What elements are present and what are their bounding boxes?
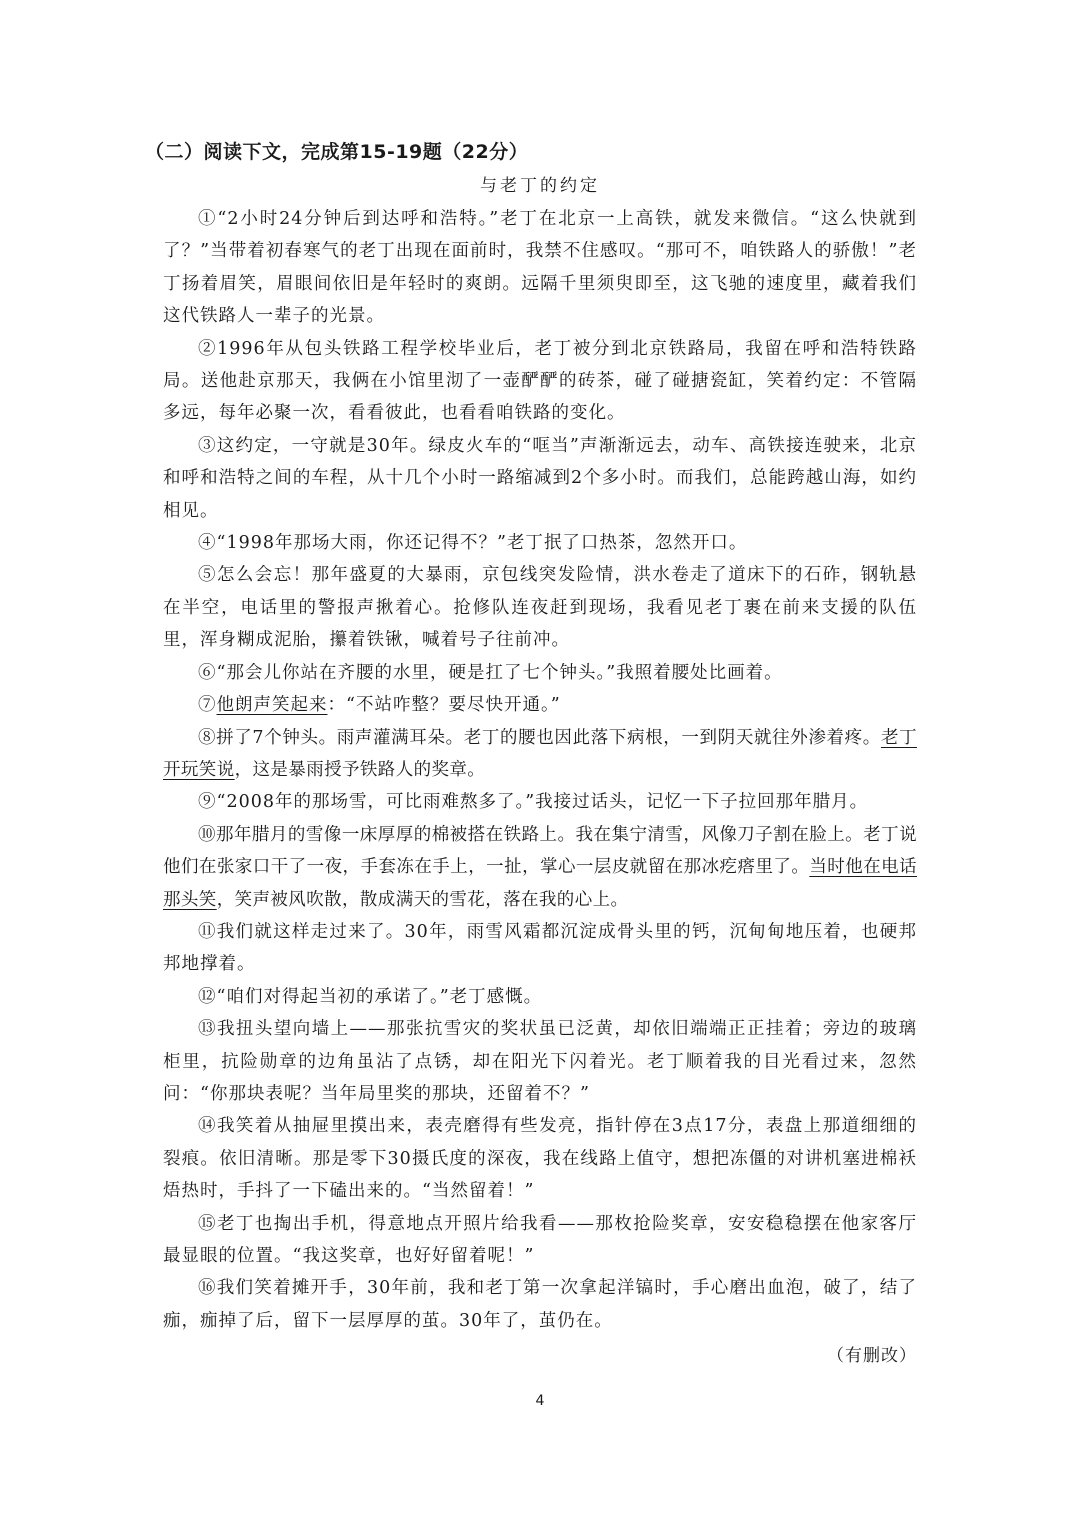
underlined-phrase: 当时他在电话那头笑 (163, 857, 917, 910)
paragraph-8 (163, 722, 917, 787)
paragraph-10-lead: ⑩那年腊月的雪像一床厚厚的棉被搭在铁路上。我在集宁清雪，风像刀子割在脸上。老丁说他们在张家口干了一夜，手套冻在手上，一扯，掌心一层皮就留在那冰疙瘩里了。 (163, 824, 917, 878)
paragraph-1: ①“2小时24分钟后到达呼和浩特。”老丁在北京一上高铁，就发来微信。“这么快就到了？”当带着初春寒气的老丁出现在面前时，我禁不住感叹。“那可不，咱铁路人的骄傲！”老丁扬着眉笑，眉眼间依旧是年轻时的爽朗。远隔千里须臾即至，这飞驰的速度里，藏着我们这代铁路人一辈子的光景。 (163, 209, 917, 327)
article-body (163, 203, 917, 1337)
paragraph-15: ⑮老丁也掏出手机，得意地点开照片给我看——那枚抢险奖章，安安稳稳摆在他家客厅最显眼的位置。“我这奖章，也好好留着呢！” (163, 1213, 917, 1266)
paragraph-5: ⑤怎么会忘！那年盛夏的大暴雨，京包线突发险情，洪水卷走了道床下的石砟，钢轨悬在半空，电话里的警报声揪着心。抢修队连夜赶到现场，我看见老丁裹在前来支援的队伍里，浑身糊成泥胎，攥着铁锹，喊着号子往前冲。 (163, 565, 917, 651)
paragraph-14: ⑭我笑着从抽屉里摸出来，表壳磨得有些发亮，指针停在3点17分，表盘上那道细细的裂痕。依旧清晰。那是零下30摄氏度的深夜，我在线路上值守，想把冻僵的对讲机塞进棉袄焐热时，手抖了一下磕出来的。“当然留着！” (163, 1116, 917, 1202)
section-heading: （二）阅读下文，完成第15-19题（22分） (145, 141, 529, 163)
paragraph-16: ⑯我们笑着摊开手，30年前，我和老丁第一次拿起洋镐时，手心磨出血泡，破了，结了痂，痂掉了后，留下一层厚厚的茧。30年了，茧仍在。 (163, 1278, 917, 1331)
paragraph-8-lead: ⑧拼了7个钟头。雨声灌满耳朵。老丁的腰也因此落下病根，一到阴天就往外渗着疼。 (198, 727, 881, 748)
paragraph-3: ③这约定，一守就是30年。绿皮火车的“哐当”声渐渐远去，动车、高铁接连驶来，北京和呼和浩特之间的车程，从十几个小时一路缩减到2个多小时。而我们，总能跨越山海，如约相见。 (163, 435, 917, 521)
paragraph-9: ⑨“2008年的那场雪，可比雨难熬多了。”我接过话头，记忆一下子拉回那年腊月。 (198, 792, 869, 813)
page-number: 4 (535, 1393, 545, 1409)
paragraph-7-rest: ：“不站咋整？要尽快开通。” (327, 695, 561, 716)
paragraph-7 (163, 689, 917, 721)
paragraph-10 (163, 819, 917, 916)
paragraph-8-rest: ，这是暴雨授予铁路人的奖章。 (234, 759, 486, 780)
paragraph-2: ②1996年从包头铁路工程学校毕业后，老丁被分到北京铁路局，我留在呼和浩特铁路局。送他赴京那天，我俩在小馆里沏了一壶酽酽的砖茶，碰了碰搪瓷缸，笑着约定：不管隔多远，每年必聚一次，看看彼此，也看看咱铁路的变化。 (163, 338, 917, 424)
paragraph-6: ⑥“那会儿你站在齐腰的水里，硬是扛了七个钟头。”我照着腰处比画着。 (198, 662, 783, 683)
underlined-phrase: 他朗声笑起来 (216, 695, 328, 716)
paragraph-4: ④“1998年那场大雨，你还记得不？”老丁抿了口热茶，忽然开口。 (198, 533, 748, 554)
paragraph-12: ⑫“咱们对得起当初的承诺了。”老丁感慨。 (198, 986, 543, 1007)
paragraph-10-rest: ，笑声被风吹散，散成满天的雪花，落在我的心上。 (216, 889, 629, 910)
source-note: （有删改） (827, 1346, 917, 1366)
paragraph-7-lead: ⑦ (198, 695, 217, 716)
paragraph-13: ⑬我扭头望向墙上——那张抗雪灾的奖状虽已泛黄，却依旧端端正正挂着；旁边的玻璃柜里，抗险勋章的边角虽沾了点锈，却在阳光下闪着光。老丁顺着我的目光看过来，忽然问：“你那块表呢？当年局里奖的那块，还留着不？” (163, 1019, 917, 1104)
underlined-phrase: 老丁开玩笑说 (163, 727, 917, 780)
article-title: 与老丁的约定 (480, 176, 600, 196)
paragraph-11: ⑪我们就这样走过来了。30年，雨雪风霜都沉淀成骨头里的钙，沉甸甸地压着，也硬邦邦地撑着。 (163, 921, 917, 975)
